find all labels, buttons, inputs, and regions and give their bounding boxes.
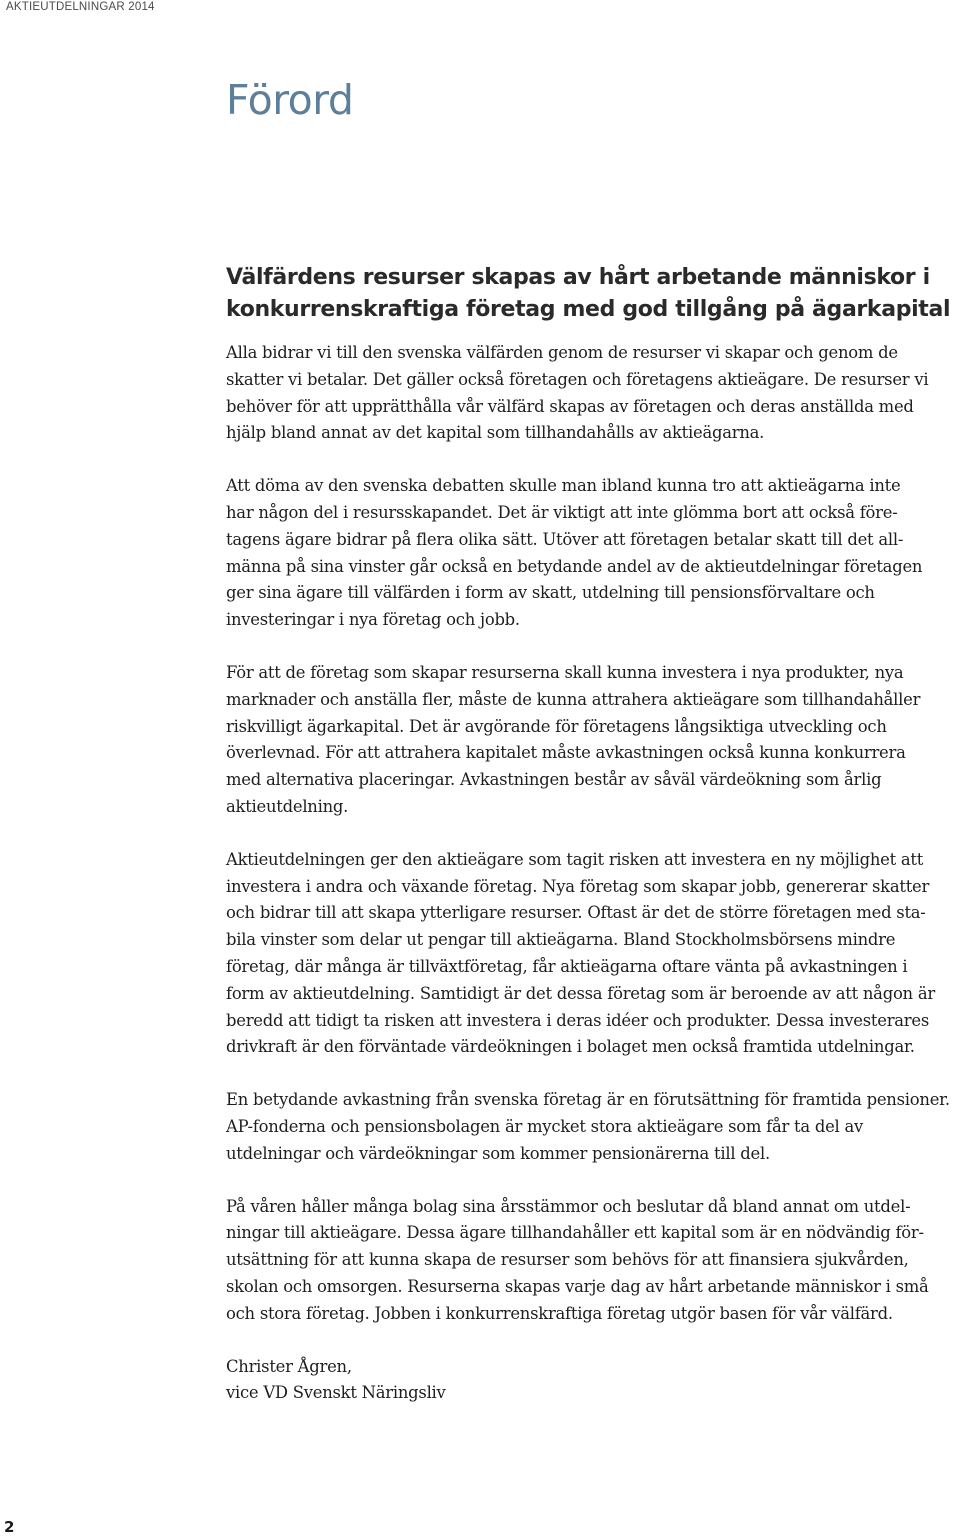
text-line: Att döma av den svenska debatten skulle man ibland kunna tro att aktieägarna inte — [226, 476, 901, 496]
text-line: aktieutdelning. — [226, 796, 349, 816]
text-line: bila vinster som delar ut pengar till aktieägarna. Bland Stockholmsbörsens mindre — [226, 930, 896, 950]
body-text — [226, 340, 956, 1407]
text-line: På våren håller många bolag sina årsstämmor och beslutar då bland annat om utdel- — [226, 1196, 911, 1216]
text-line: investeringar i nya företag och jobb. — [226, 610, 520, 630]
text-line: skolan och omsorgen. Resurserna skapas varje dag av hårt arbetande människor i små — [226, 1276, 929, 1296]
page-title: Förord — [226, 76, 354, 124]
text-line: drivkraft är den förväntade värdeökningen i bolaget men också framtida utdelningar. — [226, 1037, 915, 1057]
text-line: riskvilligt ägarkapital. Det är avgörande för företagens långsiktiga utveckling och — [226, 716, 887, 736]
text-line: Aktieutdelningen ger den aktieägare som tagit risken att investera en ny möjlighet att — [226, 849, 924, 869]
text-line: och bidrar till att skapa ytterligare resurser. Oftast är det de större företagen med sta- — [226, 903, 926, 923]
text-line: med alternativa placeringar. Avkastningen består av såväl värdeökning som årlig — [226, 770, 882, 790]
text-line: behöver för att upprätthålla vår välfärd skapas av företagen och deras anställda med — [226, 396, 914, 416]
text-line: Alla bidrar vi till den svenska välfärden genom de resurser vi skapar och genom de — [226, 343, 898, 362]
text-line: beredd att tidigt ta risken att investera i deras idéer och produkter. Dessa investerares — [226, 1010, 930, 1030]
signature-name: Christer Ågren, — [226, 1356, 352, 1376]
text-line: ningar till aktieägare. Dessa ägare tillhandahåller ett kapital som är en nödvändig för- — [226, 1223, 924, 1243]
subtitle-line: Välfärdens resurser skapas av hårt arbetande människor i — [226, 265, 930, 290]
text-line: utsättning för att kunna skapa de resurser som behövs för att finansiera sjukvården, — [226, 1250, 909, 1270]
text-line: marknader och anställa fler, måste de kunna attrahera aktieägare som tillhandahåller — [226, 689, 921, 709]
text-line: En betydande avkastning från svenska företag är en förutsättning för framtida pensioner. — [226, 1090, 950, 1110]
text-line: skatter vi betalar. Det gäller också företagen och företagens aktieägare. De resurser vi — [226, 369, 929, 389]
text-line: ger sina ägare till välfärden i form av skatt, utdelning till pensionsförvaltare och — [226, 583, 875, 603]
text-line: har någon del i resursskapandet. Det är viktigt att inte glömma bort att också före- — [226, 502, 898, 522]
subtitle — [226, 262, 956, 326]
paragraph-2 — [226, 473, 956, 634]
text-line: form av aktieutdelning. Samtidigt är det dessa företag som är beroende av att någon är — [226, 983, 935, 1003]
paragraph-3 — [226, 660, 956, 821]
paragraph-1 — [226, 340, 956, 447]
paragraph-6 — [226, 1194, 956, 1328]
subtitle-line: konkurrenskraftiga företag med god tillgång på ägarkapital — [226, 297, 951, 322]
running-head: AKTIEUTDELNINGAR 2014 — [6, 1, 155, 13]
signature-role: vice VD Svenskt Näringsliv — [226, 1383, 446, 1403]
text-line: För att de företag som skapar resurserna skall kunna investera i nya produkter, nya — [226, 662, 904, 682]
text-line: AP-fonderna och pensionsbolagen är mycket stora aktieägare som får ta del av — [226, 1116, 864, 1136]
text-line: företag, där många är tillväxtföretag, får aktieägarna oftare vänta på avkastningen i — [226, 956, 908, 976]
text-line: männa på sina vinster går också en betydande andel av de aktieutdelningar företagen — [226, 556, 923, 576]
signature — [226, 1354, 956, 1408]
text-line: utdelningar och värdeökningar som kommer pensionärerna till del. — [226, 1143, 770, 1163]
text-line: tagens ägare bidrar på flera olika sätt. Utöver att företagen betalar skatt till det all- — [226, 529, 904, 549]
paragraph-5 — [226, 1087, 956, 1167]
text-line: och stora företag. Jobben i konkurrenskraftiga företag utgör basen för vår välfärd. — [226, 1303, 893, 1323]
text-line: överlevnad. För att attrahera kapitalet måste avkastningen också kunna konkurrera — [226, 743, 906, 763]
text-line: hjälp bland annat av det kapital som tillhandahålls av aktieägarna. — [226, 423, 765, 443]
paragraph-4 — [226, 847, 956, 1061]
text-line: investera i andra och växande företag. Nya företag som skapar jobb, genererar skatter — [226, 876, 930, 896]
page-number: 2 — [4, 1518, 15, 1536]
